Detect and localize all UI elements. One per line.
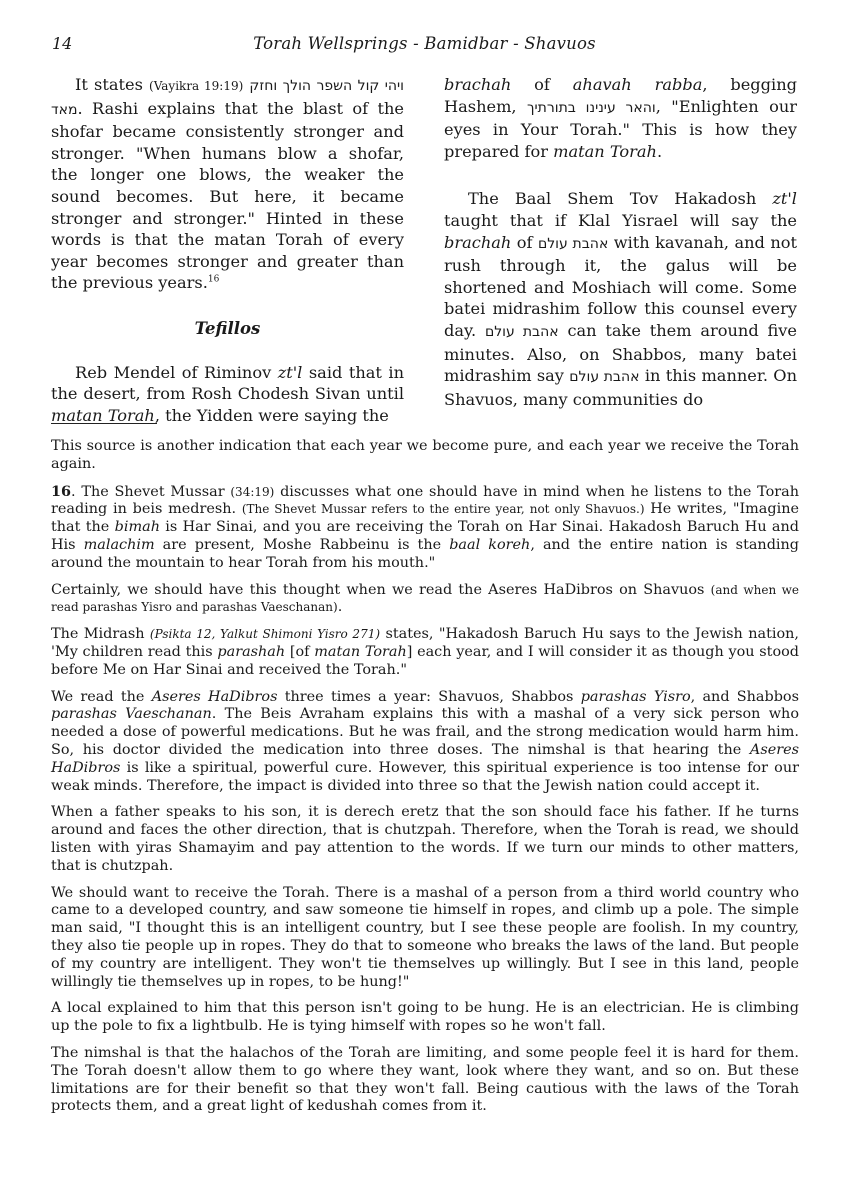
italic-term: brachah	[444, 232, 512, 252]
hebrew-quote: והאר עינינו בתורתיך	[527, 99, 656, 116]
footnote-divider	[51, 423, 157, 424]
running-head: Torah Wellsprings - Bamidbar - Shavuos	[253, 34, 596, 53]
italic-term: Aseres HaDibros	[51, 741, 799, 776]
hebrew-quote: אהבת עולם	[569, 369, 640, 386]
source-citation: (Vayikra 19:19)	[149, 79, 244, 93]
hebrew-quote: אהבת עולם	[537, 235, 609, 252]
text: , and the entire nation is standing around the mountain to hear Torah from his mouth."	[51, 536, 799, 571]
paragraph	[51, 74, 404, 294]
text: , the Yidden were saying the	[154, 405, 389, 425]
italic-term: zt'l	[772, 189, 797, 209]
text: .	[337, 599, 343, 616]
footnote-paragraph	[51, 626, 799, 679]
footnote-paragraph	[51, 582, 799, 618]
footnote-16	[51, 483, 799, 573]
text: in this manner. On Shavuos, many communities do	[444, 366, 797, 409]
text: of	[511, 75, 573, 94]
italic-term: malachim	[83, 536, 155, 553]
text: with kavanah, and not rush through it, the galus will be shortened and Moshiach will come. Some batei midrashim follow this counsel every day.	[444, 232, 797, 340]
italic-term: parashas Yisro	[580, 688, 691, 705]
footnote-number: 16	[51, 482, 72, 500]
italic-term: parashah	[217, 643, 286, 660]
text: are present, Moshe Rabbeinu is the	[154, 536, 450, 553]
text: Certainly, we should have this thought when we read the Aseres HaDibros on Shavuos	[51, 581, 711, 598]
aside-note: (and when we read parashas Yisro and parashas Vaeschanan)	[51, 582, 800, 615]
italic-term: baal koreh	[449, 536, 531, 553]
footnote-paragraph	[51, 689, 799, 796]
italic-term: ahavah rabba	[572, 75, 703, 94]
footnote-paragraph: The nimshal is that the halachos of the Torah are limiting, and some people feel it is hard for them. The Torah doesn't allow them to go where they want, look where they want, and so on. But these limitations are for their benefit so that they won't fall. Being cautious with the laws of the Torah protects them, and a great light of kedushah comes from it.	[51, 1044, 799, 1115]
italic-term: parashas Vaeschanan	[51, 706, 212, 723]
italic-term: matan Torah	[553, 141, 657, 161]
italic-term: brachah	[444, 75, 512, 94]
footnote-paragraph: We should want to receive the Torah. There is a mashal of a person from a third world country who came to a developed country, and saw someone tie himself in ropes, and climb up a pole. The simple man said, "I thought this is an intelligent country, but I see these people are foolish. In my country, they also tie people up in ropes. They do that to someone who breaks the laws of the land. But people of my country are intelligent. They won't tie themselves up willingly. But I see in this land, people willingly tie themselves up in ropes, to be hung!"	[51, 884, 799, 990]
text: is like a spiritual, powerful cure. However, this spiritual experience is too intense for our weak minds. Therefore, the impact is divided into three so that the Jewish nation could accept it.	[51, 759, 799, 794]
text: Reb Mendel of Riminov	[75, 362, 278, 382]
footnote-reference[interactable]: 16	[207, 274, 220, 285]
text: . The Shevet Mussar	[71, 483, 231, 500]
text: states, "Hakadosh Baruch Hu says to the Jewish nation, 'My children read this	[51, 626, 799, 660]
footnote-paragraph: This source is another indication that each year we become pure, and each year we receive the Torah again.	[51, 438, 799, 472]
text: [of	[285, 643, 315, 660]
text: We read the	[51, 688, 152, 705]
text: The Baal Shem Tov Hakadosh	[468, 189, 773, 209]
section-heading: Tefillos	[194, 318, 261, 338]
text: The Midrash	[51, 626, 150, 643]
text: of	[511, 232, 538, 252]
paragraph	[444, 188, 797, 410]
text: can take them around five minutes. Also, on Shabbos, many batei midrashim say	[444, 320, 797, 386]
source-citation: (Psikta 12, Yalkut Shimoni Yisro 271)	[149, 627, 381, 642]
left-column	[51, 74, 404, 426]
text: three times a year: Shavuos, Shabbos	[277, 688, 581, 705]
footnote-paragraph: When a father speaks to his son, it is derech eretz that the son should face his father. If he turns around and faces the other direction, that is chutzpah. Therefore, when the Torah is read, we should listen with yiras Shamayim and pay attention to the words. If we turn our minds to other matters, that is chutzpah.	[51, 804, 799, 874]
hebrew-quote: אהבת עולם	[484, 323, 559, 340]
text: said that in the desert, from Rosh Chodesh Sivan until	[51, 362, 405, 404]
text: . Rashi explains that the blast of the shofar became consistently stronger and stronger. "When humans blow a shofar, the longer one blows, the weaker the sound becomes. But here, it became stronger and stronger." Hinted in these words is that the matan Torah of every year becomes stronger and greater than the previous years.	[51, 98, 404, 293]
text: ] each year, and I will consider it as though you stood before Me on Har Sinai and received the Torah."	[51, 643, 799, 678]
text: , begging Hashem,	[444, 75, 797, 116]
text: , and Shabbos	[690, 688, 799, 705]
text: .	[656, 141, 663, 161]
text: is Har Sinai, and you are receiving the Torah on Har Sinai. Hakadosh Baruch Hu and His	[51, 519, 799, 553]
right-column	[444, 74, 797, 410]
source-citation: (34:19)	[230, 484, 275, 499]
paragraph	[51, 362, 404, 427]
italic-term: bimah	[114, 519, 160, 536]
italic-term: Aseres HaDibros	[151, 688, 278, 705]
text: , "Enlighten our eyes in Your Torah." This is how they prepared for	[444, 96, 797, 161]
paragraph	[444, 74, 797, 162]
page-number: 14	[52, 34, 73, 53]
italic-term: matan Torah	[314, 643, 407, 660]
aside-note: (The Shevet Mussar refers to the entire year, not only Shavuos.)	[241, 502, 645, 517]
text: taught that if Klal Yisrael will say the	[444, 210, 797, 230]
italic-term: matan Torah	[51, 405, 155, 425]
italic-term: zt'l	[277, 362, 303, 382]
text: He writes, "Imagine that the	[51, 501, 799, 536]
spacer	[444, 162, 797, 188]
text: discusses what one should have in mind when he listens to the Torah reading in beis medresh.	[51, 483, 799, 518]
text: It states	[75, 75, 143, 94]
footnote-paragraph: A local explained to him that this person isn't going to be hung. He is an electrician. He is climbing up the pole to fix a lightbulb. He is tying himself with ropes so he won't fall.	[51, 1000, 799, 1035]
hebrew-quote: ויהי קול השפר הולך וחזק מאד	[51, 78, 404, 118]
footnotes	[51, 438, 799, 1125]
text: . The Beis Avraham explains this with a mashal of a very sick person who needed a dose of powerful medications. But he was frail, and the strong medication would harm him. So, his doctor divided the medication into three doses. The nimshal is that hearing the	[51, 706, 799, 758]
